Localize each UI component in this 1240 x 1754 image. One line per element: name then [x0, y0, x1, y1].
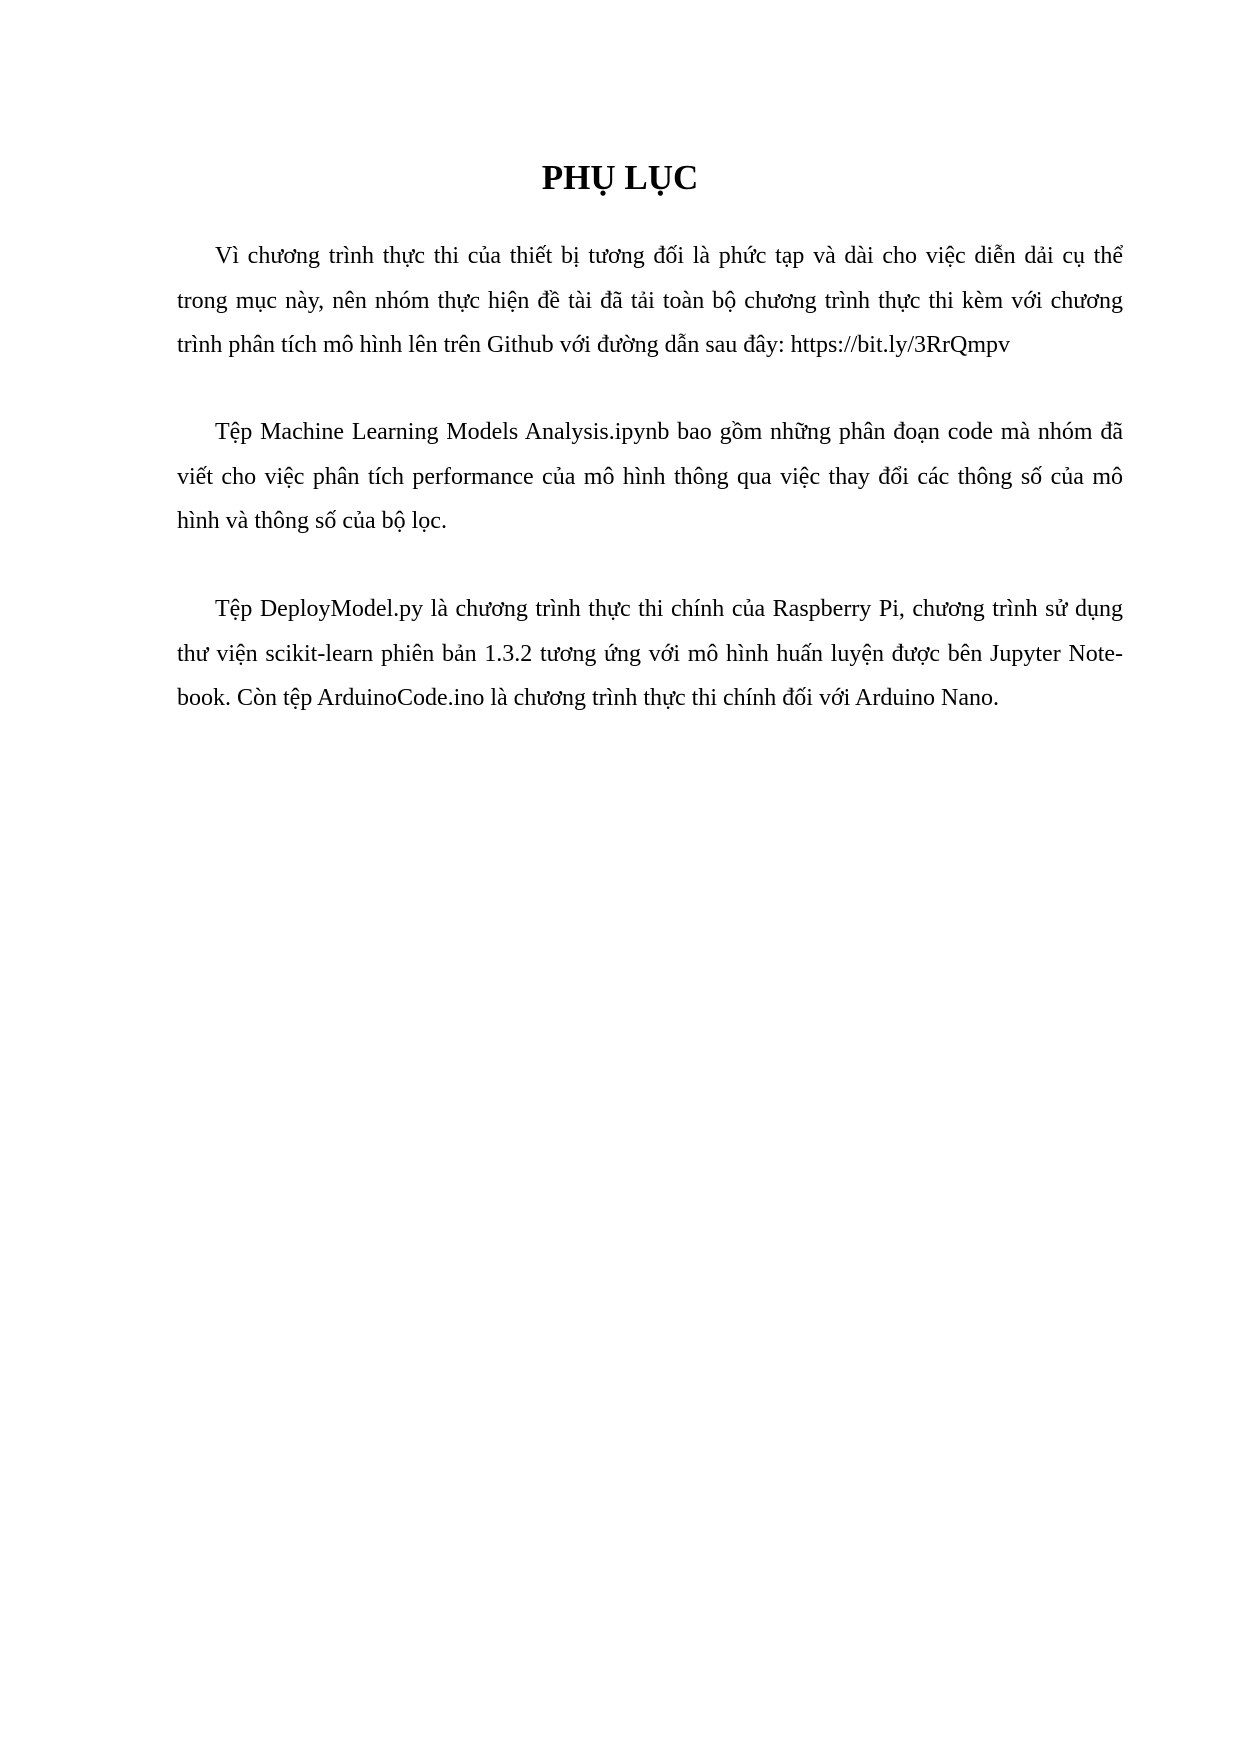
- paragraph-analysis-notebook: Tệp Machine Learning Models Analysis.ipynb bao gồm những phân đoạn code mà nhóm đã viết cho việc phân tích performance của mô hình thông qua việc thay đổi các thông số của mô hình và thông số của bộ lọc.: [177, 419, 1123, 534]
- paragraph-github-link: Vì chương trình thực thi của thiết bị tương đối là phức tạp và dài cho việc diễn dải cụ thể trong mục này, nên nhóm thực hiện đề tài đã tải toàn bộ chương trình thực thi kèm với chương trình phân tích mô hình lên trên Github với đường dẫn sau đây: https://bit.ly/3RrQmpv: [177, 243, 1123, 358]
- paragraph-deploy-files: Tệp DeployModel.py là chương trình thực thi chính của Raspberry Pi, chương trình sử dụng thư viện scikit-learn phiên bản 1.3.2 tương ứng với mô hình huấn luyện được bên Jupyter Note-book. Còn tệp ArduinoCode.ino là chương trình thực thi chính đối với Arduino Nano.: [177, 596, 1123, 711]
- page-title: PHỤ LỤC: [541, 158, 699, 197]
